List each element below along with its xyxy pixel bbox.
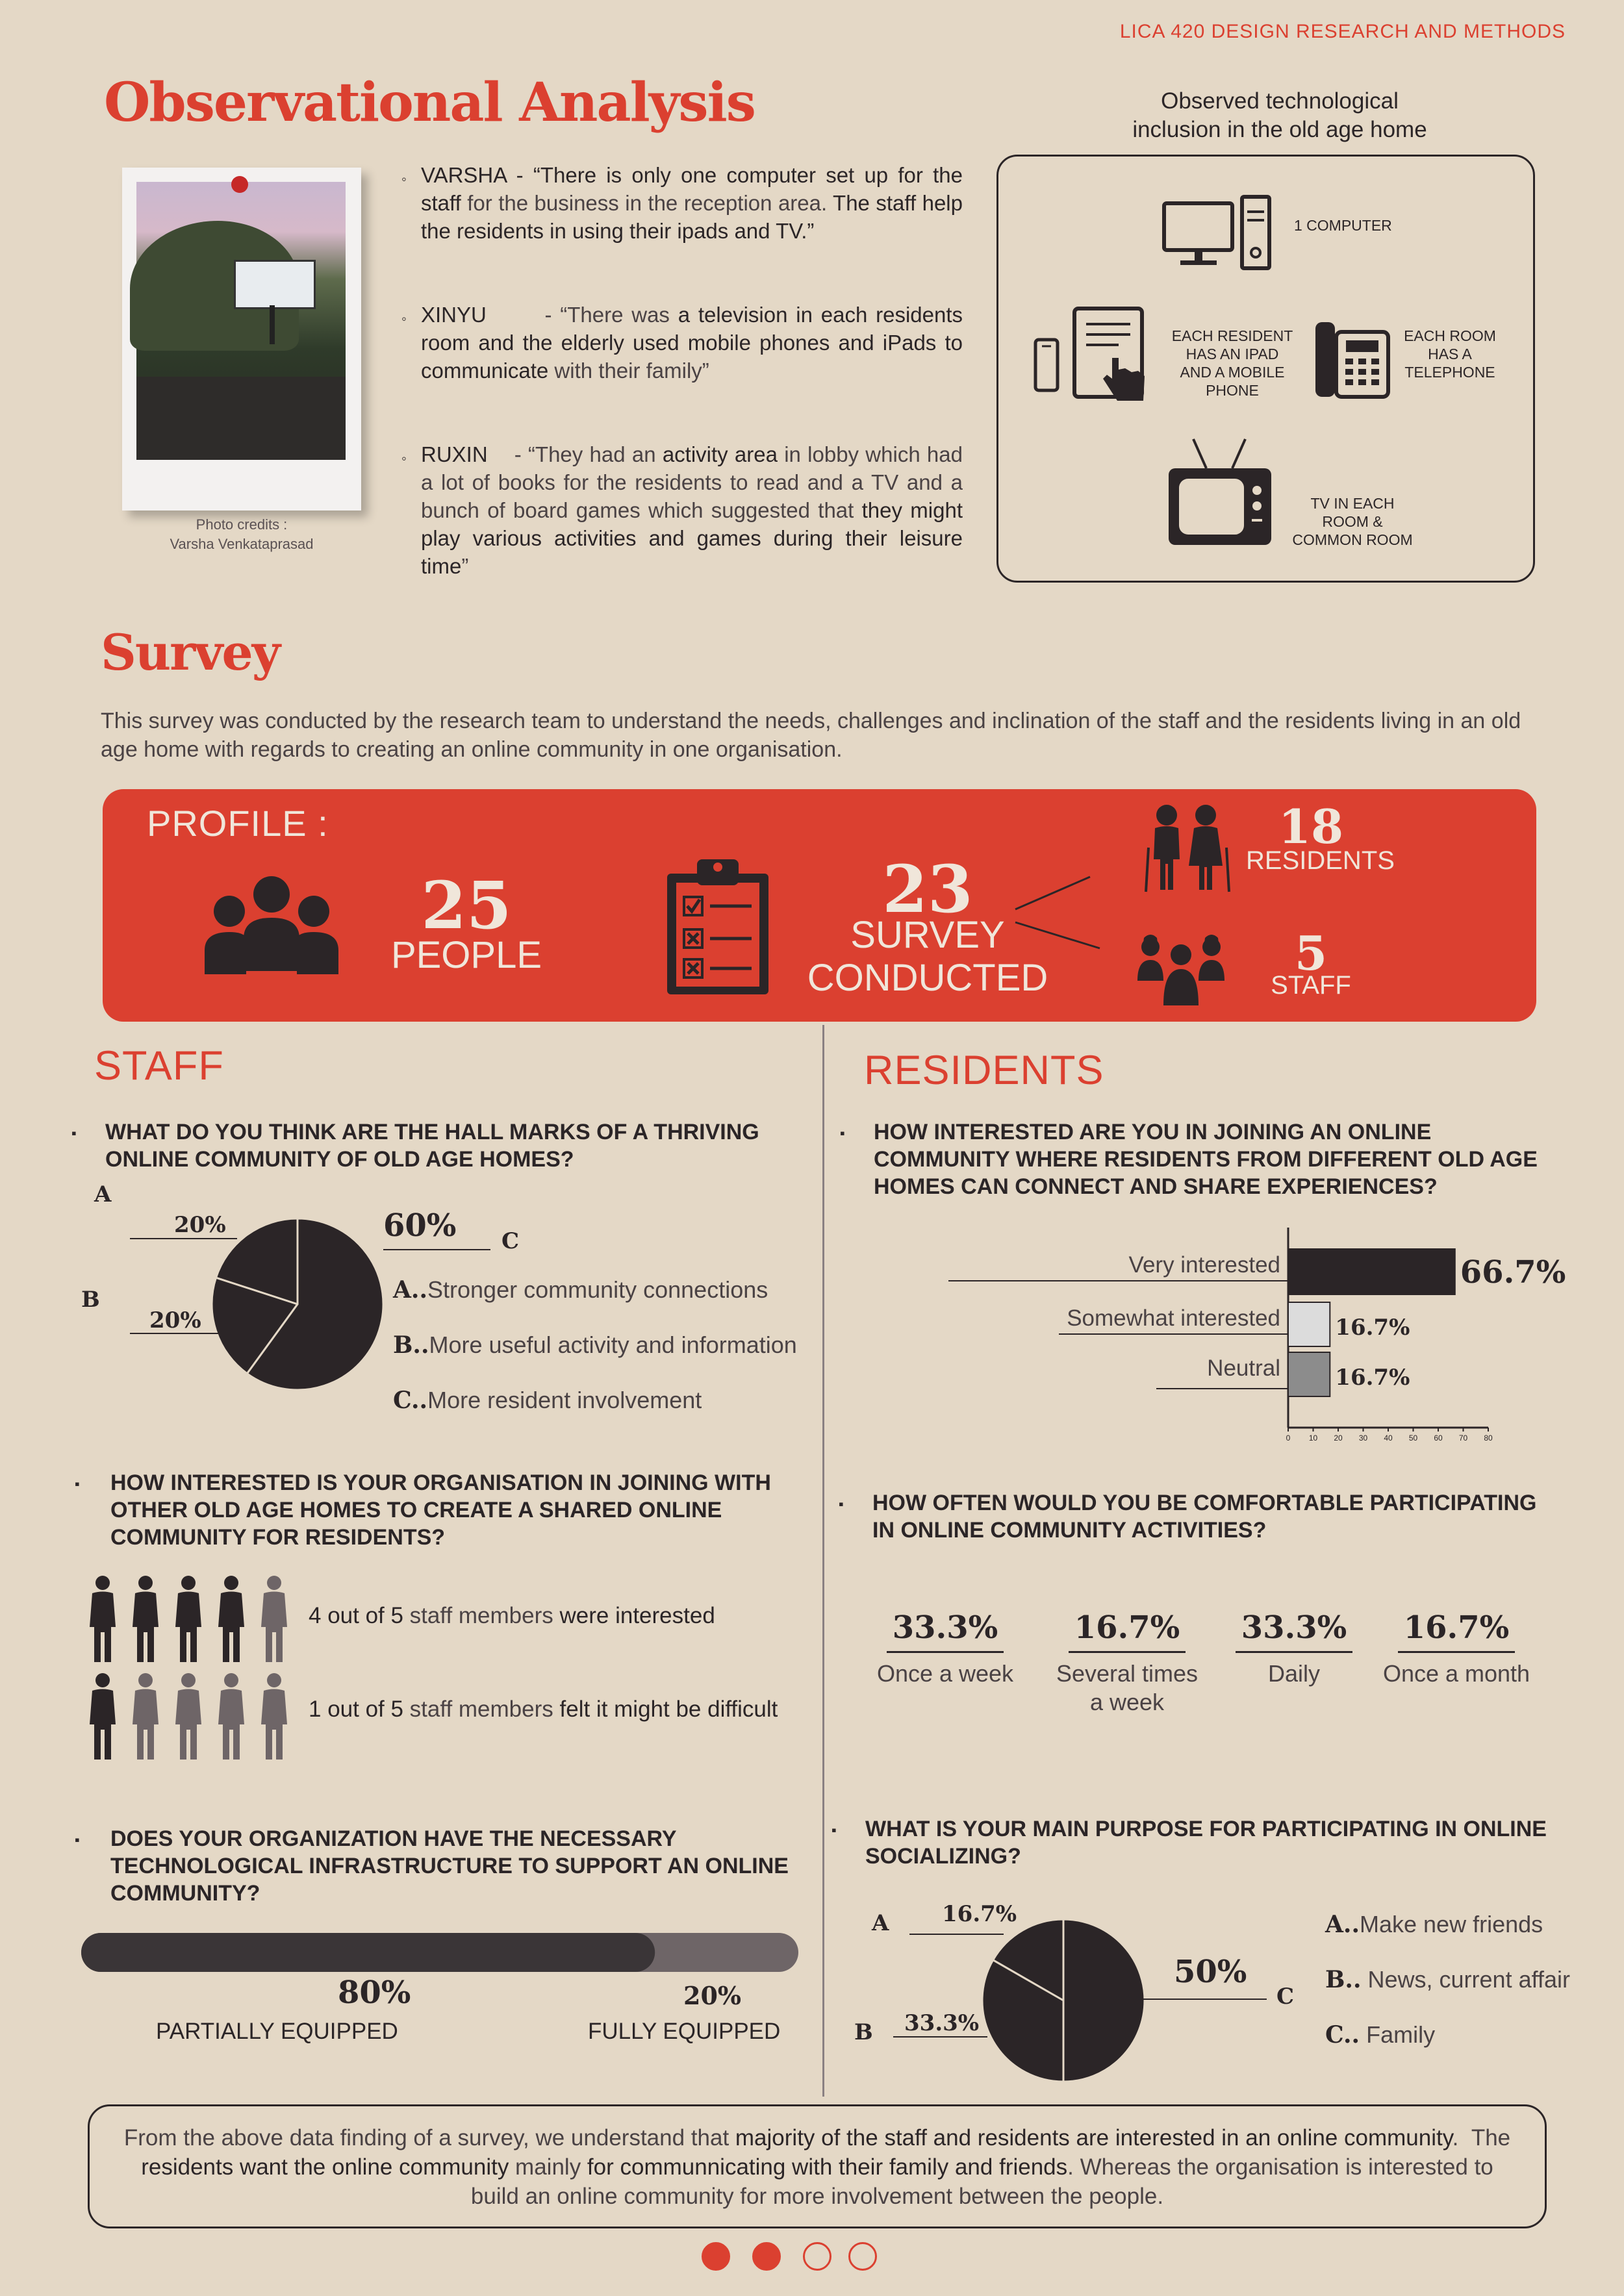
photo-credit-line1: Photo credits :: [196, 516, 288, 533]
legend-text: Stronger community connections: [427, 1276, 768, 1303]
tv-label: [1278, 494, 1427, 549]
question-line: HOW INTERESTED IS YOUR ORGANISATION IN JOINING WITH: [110, 1470, 771, 1495]
staff-q1-legend-a: [393, 1276, 768, 1304]
clipboard-icon: [665, 854, 772, 997]
full-label: FULLY EQUIPPED: [588, 2019, 781, 2044]
survey-label-line1: SURVEY: [850, 914, 1005, 956]
survey-value: 23: [882, 851, 973, 927]
person-icon: [133, 1673, 159, 1760]
legend-text: Family: [1360, 2021, 1436, 2048]
freq-label: Several times: [1056, 1660, 1199, 1687]
freq-rule: [887, 1651, 1004, 1653]
person-icon: [261, 1576, 287, 1662]
tech-caption-line1: Observed technological: [1161, 88, 1399, 114]
category-label: Somewhat interested: [1067, 1306, 1280, 1331]
conclusion-part: From the above data finding of a survey, we understand that: [123, 2125, 735, 2151]
computer-label: 1 COMPUTER: [1294, 217, 1392, 234]
legend-key: A..: [393, 1276, 427, 1304]
question-line: TECHNOLOGICAL INFRASTRUCTURE TO SUPPORT AN ONLINE: [110, 1854, 789, 1878]
freq-value: 33.3%: [892, 1609, 998, 1646]
person-icon: [133, 1576, 159, 1662]
quote-author: VARSHA: [421, 163, 507, 187]
legend-key: C..: [393, 1387, 428, 1414]
conclusion-box: [88, 2104, 1547, 2228]
end-text: were interested: [559, 1603, 715, 1628]
ipad-label-line: EACH RESIDENT: [1171, 327, 1293, 344]
tech-box: [996, 155, 1535, 583]
quote-author: XINYU: [421, 303, 487, 327]
bar-somewhat-interested: [1288, 1302, 1330, 1346]
mid-text: staff members: [403, 1697, 560, 1722]
survey-intro: This survey was conducted by the research team to understand the needs, challenges and inclination of the staff and the residents living in an old age home with regards to creating an online community in one organisation.: [101, 709, 1521, 762]
res-q3-legend-c: [1325, 2021, 1435, 2049]
telephone-label-line: TELEPHONE: [1404, 364, 1495, 381]
staff-group-icon: [1132, 929, 1230, 1007]
conclusion-part: . Whereas the organisation is interested to build an online community for more involvement between the people.: [470, 2154, 1493, 2209]
x-tick-label: 30: [1358, 1433, 1368, 1443]
quote-text: they might play various activities and games during their leisure time: [421, 498, 963, 578]
residents-q1: [840, 1118, 1562, 1200]
x-tick-label: 80: [1484, 1433, 1493, 1443]
tv-label-line: ROOM &: [1322, 513, 1383, 530]
person-icon: [90, 1576, 116, 1662]
legend-text: News, current affair: [1361, 1966, 1570, 1993]
question-line: HOW OFTEN WOULD YOU BE COMFORTABLE PARTICIPATING: [872, 1491, 1537, 1515]
question-line: IN ONLINE COMMUNITY ACTIVITIES?: [872, 1518, 1267, 1543]
tv-icon: [1167, 436, 1278, 549]
conclusion-part: majority of the staff and residents are interested in an online community: [735, 2125, 1453, 2151]
freq-value: 16.7%: [1074, 1609, 1180, 1646]
quote-text: a television in each residents room and the elderly used mobile phones and iPads to communicate: [421, 303, 963, 383]
staff-value: 5: [1294, 926, 1328, 981]
full-value: 20%: [683, 1981, 741, 2010]
quote-author: RUXIN: [421, 442, 488, 466]
tech-caption: [1052, 87, 1507, 144]
bullet-icon: ▪: [71, 1125, 77, 1141]
staff-q1-legend-c: [393, 1387, 702, 1414]
quote-text: one computer set up for the staff: [421, 163, 963, 215]
pin-icon: [231, 176, 248, 193]
photo-card: [122, 168, 361, 511]
question-line: HOW INTERESTED ARE YOU IN JOINING AN ONLINE: [874, 1120, 1432, 1144]
ipad-label-line: AND A MOBILE: [1180, 364, 1285, 381]
page-dot-2[interactable]: [752, 2242, 781, 2271]
residents-q2: [839, 1489, 1574, 1544]
bullet-icon: ▪: [75, 1476, 80, 1492]
bar-partially-equipped: [81, 1933, 655, 1972]
people-value: 25: [421, 867, 512, 944]
quote-text: - “There was: [486, 303, 678, 327]
slice-pct-b: 20%: [149, 1307, 201, 1333]
elderly-couple-icon: [1142, 802, 1233, 893]
bullet-ring-icon: ◦: [401, 450, 407, 466]
course-label: LICA 420 DESIGN RESEARCH AND METHODS: [1119, 21, 1566, 42]
freq-label: Once a week: [876, 1660, 1014, 1687]
people-group-icon: [203, 874, 340, 978]
bullet-icon: ▪: [840, 1125, 845, 1141]
freq-value: 33.3%: [1241, 1609, 1347, 1646]
legend-key: B..: [393, 1331, 429, 1359]
person-icon: [175, 1576, 201, 1662]
pie-slice-c: [1063, 1919, 1145, 2082]
slice-pct-a: 20%: [174, 1212, 226, 1238]
quote-text: for the business in the reception area.: [461, 191, 833, 215]
slice-pct-b: 33.3%: [904, 2010, 980, 2036]
question-line: ONLINE COMMUNITY OF OLD AGE HOMES?: [105, 1147, 574, 1172]
category-label: Neutral: [1207, 1356, 1280, 1381]
conclusion-part: . The: [1452, 2125, 1511, 2151]
quote-text: - “There is only: [506, 163, 681, 187]
tv-label-line: COMMON ROOM: [1292, 531, 1413, 548]
photo-credit: [122, 515, 361, 554]
ipad-label: [1158, 327, 1307, 399]
res-q3-legend-a: [1325, 1911, 1543, 1938]
people-label: PEOPLE: [390, 934, 542, 976]
question-line: OTHER OLD AGE HOMES TO CREATE A SHARED ONLINE: [110, 1498, 722, 1522]
observational-title: Observational Analysis: [104, 71, 755, 134]
slice-label-c: C: [1276, 1984, 1295, 2010]
residents-label: RESIDENTS: [1246, 846, 1395, 875]
conclusion-part: for communnicating with their family and friends: [587, 2154, 1068, 2180]
tv-label-line: TV IN EACH: [1310, 495, 1395, 512]
person-icon: [90, 1673, 116, 1760]
count-text: 1 out of 5: [309, 1697, 403, 1722]
staff-difficult-text: [309, 1697, 778, 1722]
staff-difficult-row-icons: [84, 1672, 305, 1763]
page-dot-1[interactable]: [702, 2242, 730, 2271]
staff-q1: [71, 1118, 807, 1173]
slice-pct-c: 50%: [1174, 1954, 1247, 1990]
staff-interested-row-icons: [84, 1575, 305, 1666]
question-line: COMMUNITY WHERE RESIDENTS FROM DIFFERENT OLD AGE: [874, 1147, 1538, 1172]
freq-daily: [1210, 1609, 1378, 1688]
freq-once-a-week: [861, 1609, 1030, 1688]
legend-key: A..: [1325, 1911, 1360, 1938]
quote-text: - “They had an: [487, 442, 663, 466]
telephone-icon: [1310, 316, 1395, 403]
conclusion-text: [116, 2123, 1519, 2211]
ipad-phone-icon: [1034, 306, 1164, 403]
bullet-icon: ▪: [839, 1496, 844, 1512]
freq-several-times-a-week: [1043, 1609, 1212, 1717]
question-line: DOES YOUR ORGANIZATION HAVE THE NECESSARY: [110, 1826, 677, 1851]
page-dot-3[interactable]: [803, 2242, 831, 2271]
freq-rule: [1236, 1651, 1352, 1653]
legend-text: More resident involvement: [427, 1387, 702, 1413]
profile-label: PROFILE :: [147, 803, 329, 844]
value-label: 66.7%: [1460, 1254, 1566, 1291]
person-icon: [175, 1673, 201, 1760]
photo-credit-line2: Varsha Venkataprasad: [170, 536, 314, 552]
profile-band: [103, 789, 1536, 1022]
x-tick-label: 50: [1408, 1433, 1418, 1443]
question-line: COMMUNITY?: [110, 1881, 260, 1906]
value-label: 16.7%: [1335, 1365, 1410, 1391]
freq-label: Daily: [1267, 1660, 1320, 1687]
bullet-icon: ▪: [75, 1832, 80, 1848]
residents-heading: RESIDENTS: [864, 1048, 1104, 1093]
telephone-label: [1395, 327, 1505, 381]
telephone-label-line: HAS A: [1428, 346, 1472, 362]
pie-slices: [212, 1218, 383, 1390]
conclusion-part: mainly: [509, 2154, 587, 2180]
bar-very-interested: [1288, 1249, 1455, 1294]
bar-neutral: [1288, 1352, 1330, 1396]
tech-caption-line2: inclusion in the old age home: [1132, 117, 1427, 142]
infrastructure-bar: [81, 1932, 802, 1974]
photo-sign-post: [270, 305, 275, 344]
staff-label: STAFF: [1271, 971, 1351, 1000]
quote-ruxin: [401, 440, 963, 580]
photo-path: [136, 377, 346, 460]
staff-q3: [75, 1825, 818, 1907]
bullet-icon: ▪: [831, 1822, 837, 1838]
count-text: 4 out of 5: [309, 1603, 403, 1628]
residents-q3: [831, 1815, 1580, 1870]
computer-icon: [1161, 196, 1278, 277]
staff-q2: [75, 1469, 818, 1551]
conclusion-part: residents want the online community: [141, 2154, 509, 2180]
res-q3-legend-b: [1325, 1966, 1570, 1993]
old-age-home-photo: [136, 182, 346, 460]
bullet-ring-icon: ◦: [401, 310, 407, 327]
end-text: felt it might be difficult: [559, 1697, 778, 1722]
freq-once-a-month: [1372, 1609, 1541, 1688]
question-line: HOMES CAN CONNECT AND SHARE EXPERIENCES?: [874, 1174, 1438, 1199]
slice-pct-c: 60%: [383, 1207, 457, 1244]
slice-pct-a: 16.7%: [942, 1901, 1017, 1927]
pie-slices: [982, 1919, 1145, 2082]
photo-sign: [234, 260, 316, 309]
bullet-ring-icon: ◦: [401, 171, 407, 187]
x-tick-label: 0: [1286, 1433, 1291, 1443]
partial-value: 80%: [338, 1974, 411, 2011]
telephone-label-line: EACH ROOM: [1404, 327, 1496, 344]
category-label: Very interested: [1128, 1252, 1280, 1278]
x-tick-label: 60: [1434, 1433, 1443, 1443]
staff-q1-legend-b: [393, 1331, 797, 1359]
question-line: SOCIALIZING?: [865, 1844, 1021, 1869]
freq-label: a week: [1089, 1689, 1165, 1715]
ipad-label-line: HAS AN IPAD: [1186, 346, 1279, 362]
slice-label-c: C: [501, 1228, 520, 1254]
residents-value: 18: [1278, 799, 1344, 854]
page-dot-4[interactable]: [848, 2242, 877, 2271]
x-tick-label: 20: [1334, 1433, 1343, 1443]
person-icon: [218, 1673, 244, 1760]
legend-text: More useful activity and information: [429, 1331, 797, 1358]
staff-interested-text: [309, 1603, 715, 1629]
quote-xinyu: [401, 301, 963, 385]
staff-heading: STAFF: [94, 1043, 224, 1089]
legend-text: Make new friends: [1360, 1911, 1543, 1937]
residents-interest-bar-chart: [942, 1221, 1566, 1442]
partial-label: PARTIALLY EQUIPPED: [156, 2019, 398, 2044]
x-tick-label: 40: [1384, 1433, 1393, 1443]
ipad-label-line: PHONE: [1206, 382, 1259, 399]
column-divider: [822, 1025, 824, 2097]
value-label: 16.7%: [1335, 1315, 1410, 1341]
quote-text: with their family”: [548, 359, 709, 383]
freq-label: Once a month: [1382, 1660, 1530, 1687]
slice-label-a: A: [94, 1181, 112, 1207]
question-line: COMMUNITY FOR RESIDENTS?: [110, 1525, 446, 1550]
survey-label-line2: CONDUCTED: [807, 957, 1048, 999]
freq-rule: [1069, 1651, 1186, 1653]
quote-varsha: [401, 161, 963, 245]
freq-rule: [1398, 1651, 1515, 1653]
quote-text: in lobby which had a lot of books for the residents to read and a TV and a bunch of board games which suggested that: [421, 442, 963, 522]
slice-label-b: B: [81, 1287, 100, 1313]
slice-label-b: B: [854, 2019, 873, 2045]
question-line: WHAT IS YOUR MAIN PURPOSE FOR PARTICIPATING IN ONLINE: [865, 1817, 1547, 1841]
x-tick-label: 10: [1308, 1433, 1318, 1443]
legend-key: C..: [1325, 2021, 1360, 2049]
slice-label-a: A: [872, 1910, 889, 1936]
person-icon: [261, 1673, 287, 1760]
x-tick-label: 70: [1458, 1433, 1468, 1443]
question-line: WHAT DO YOU THINK ARE THE HALL MARKS OF A THRIVING: [105, 1120, 759, 1144]
person-icon: [218, 1576, 244, 1662]
residents-purpose-pie-chart: [854, 1884, 1295, 2091]
quote-text: ”: [461, 554, 469, 578]
legend-key: B..: [1325, 1966, 1362, 1993]
freq-value: 16.7%: [1403, 1609, 1510, 1646]
survey-title: Survey: [101, 624, 279, 681]
quote-text: activity area: [662, 442, 778, 466]
mid-text: staff members: [403, 1603, 560, 1628]
quote-text: The staff help the residents in using their ipads and TV.”: [421, 191, 963, 243]
